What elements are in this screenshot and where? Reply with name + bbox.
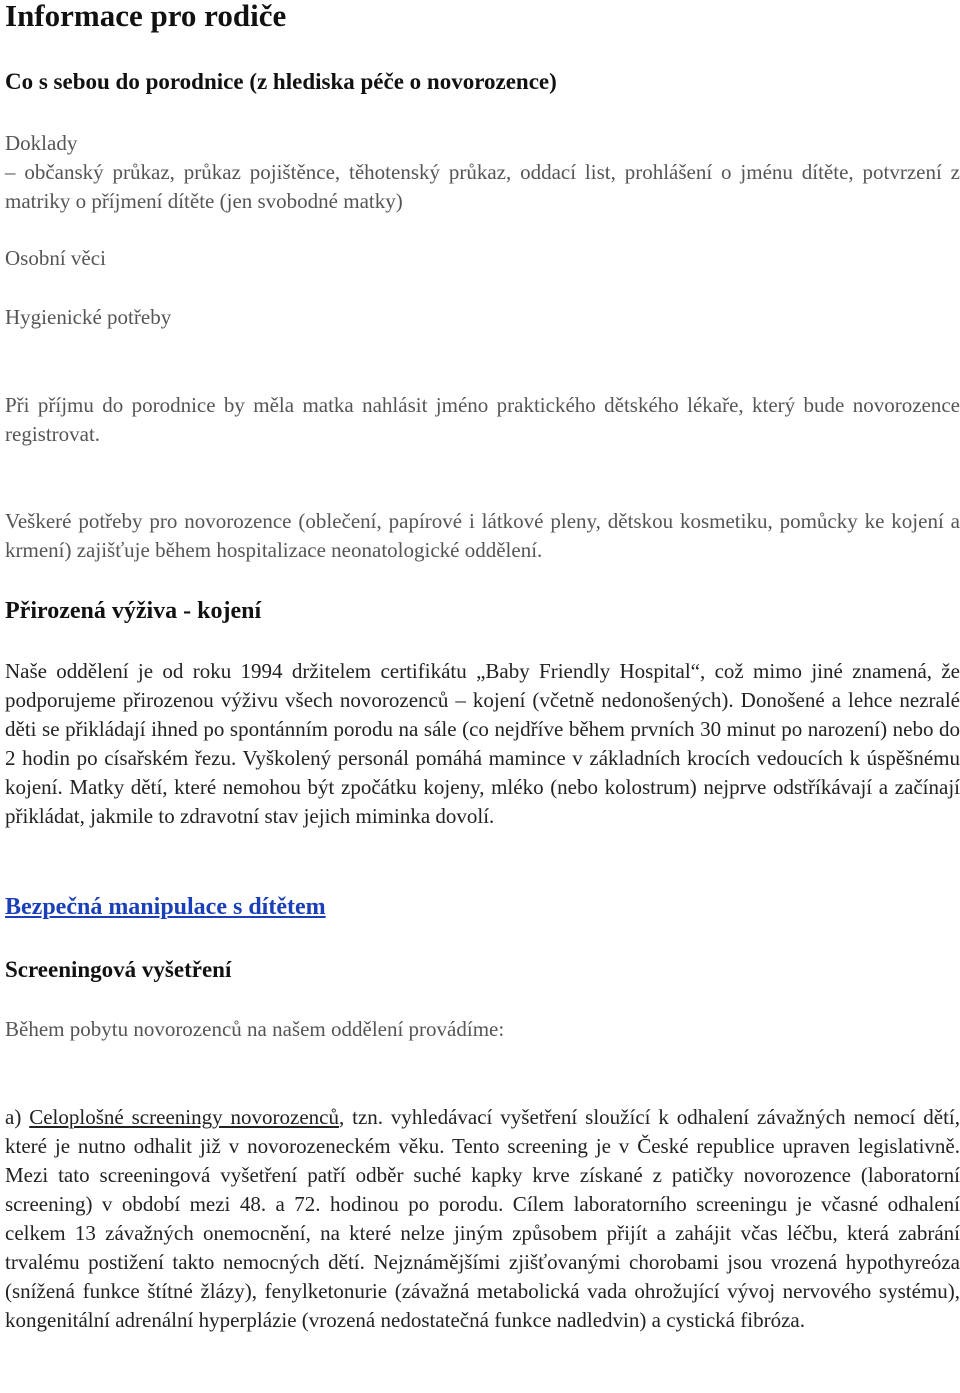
nationwide-screening-link[interactable]: Celoplošné screeningy novorozenců	[29, 1105, 339, 1129]
documents-list: – občanský průkaz, průkaz pojištěnce, těhotenský průkaz, oddací list, prohlášení o jménu dítěte, potvrzení z matriky o příjmení dítěte (jen svobodné matky)	[5, 160, 960, 213]
documents-label: Doklady	[5, 131, 78, 155]
page-title: Informace pro rodiče	[5, 0, 287, 33]
screening-item-a	[5, 1103, 960, 1335]
safe-handling-link[interactable]: Bezpečná manipulace s dítětem	[5, 894, 326, 920]
section-heading-breastfeeding: Přirozená výživa - kojení	[5, 598, 262, 624]
section-heading-what-to-bring: Co s sebou do porodnice (z hlediska péče o novorozence)	[5, 69, 557, 94]
item-a-prefix: a)	[5, 1105, 30, 1129]
personal-items-label: Osobní věci	[5, 246, 106, 270]
admission-note: Při příjmu do porodnice by měla matka nahlásit jméno praktického dětského lékaře, který bude novorozence registrovat.	[5, 393, 960, 446]
item-a-text: , tzn. vyhledávací vyšetření sloužící k odhalení závažných nemocí dětí, které je nutno odhalit již v novorozeneckém věku. Tento screening je v České republice upraven legislativně. Mezi tato screeningová vyšetření patří odběr suché kapky krve získané z patičky novorozence (laboratorní screening) v období mezi 48. a 72. hodinou po porodu. Cílem laboratorního screeningu je včasné odhalení celkem 13 závažných onemocnění, na které nelze jiným způsobem přijít a zahájit včas léčbu, která zabrání trvalému postižení takto nemocných dětí. Nejznámějšími zjišťovanými chorobami jsou vrozená hypothyreóza (snížená funkce štítné žlázy), fenylketonurie (závažná metabolická vada ohrožující vývoj nervového systému), kongenitální adrenální hyperplázie (vrozená nedostatečná funkce nadledvin) a cystická fibróza.	[5, 1105, 960, 1332]
section-heading-screening: Screeningová vyšetření	[5, 957, 232, 982]
hygiene-items-label: Hygienické potřeby	[5, 305, 172, 329]
screening-intro: Během pobytu novorozenců na našem oddělení provádíme:	[5, 1017, 505, 1041]
supplies-note: Veškeré potřeby pro novorozence (oblečení, papírové i látkové pleny, dětskou kosmetiku, pomůcky ke kojení a krmení) zajišťuje během hospitalizace neonatologické oddělení.	[5, 509, 960, 562]
breastfeeding-paragraph: Naše oddělení je od roku 1994 držitelem certifikátu „Baby Friendly Hospital“, což mimo jiné znamená, že podporujeme přirozenou výživu všech novorozenců – kojení (včetně nedonošených). Donošené a lehce nezralé děti se přikládají ihned po spontánním porodu na sále (co nejdříve během prvních 30 minut po narození) nebo do 2 hodin po císařském řezu. Vyškolený personál pomáhá mamince v základních krocích vedoucích k úspěšnému kojení. Matky dětí, které nemohou být zpočátku kojeny, mléko (nebo kolostrum) nejprve odstříkávají a začínají přikládat, jakmile to zdravotní stav jejich miminka dovolí.	[5, 659, 960, 828]
